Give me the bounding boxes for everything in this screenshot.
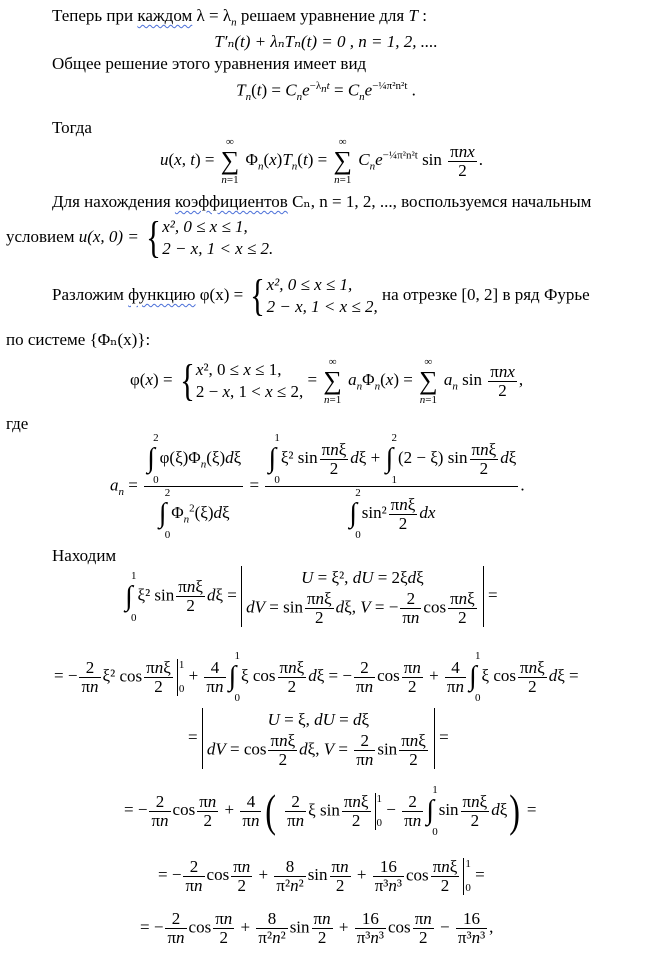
equation-parts-2: = U = ξ, dU = dξ dV = cos $\frac{\text{πnξ}}{2}$ dξ, V = $\frac{2}{\pi n}$ sin $\frac{\text{πnξ}}{2}$ =: [188, 710, 449, 769]
text-line-1: [52, 6, 427, 32]
text-fragment: на отрезке [0, 2] в ряд Фурье: [381, 284, 590, 304]
text-line-3: [52, 54, 366, 74]
spellcheck-word: каждом: [137, 6, 193, 25]
text-fragment: T: [408, 6, 418, 25]
text-line-12: [6, 414, 28, 434]
case-line: 2 − x, 1 < x ≤ 2,: [266, 297, 378, 316]
equation-u-series: u(x, t) = ∞ ∑ n=1 $\Phi_n(x)T_n(t)$ = ∞ ∑ n=1 $C_ne^{-\frac{1}{4}\pi^2n^2t}$ sin $\frac{\text{πnx}}{2}$ .: [160, 136, 484, 186]
equation-line-16: = − $\frac{2}{\pi n}$ ξ² cos $\frac{\text{πnξ}}{2}$ 1 0 + $\frac{4}{\pi n}$ 1 ∫ 0 ξ cos $\frac{\text{πnξ}}{2}$ dξ = − $\frac{2}{\pi n}$ cos $\frac{\pi n}{2}$ + $\frac{4}{\pi n}$ 1 ∫ 0 ξ cos $\frac{\text{πnξ}}{2}$ dξ =: [54, 650, 579, 704]
case-line: x², 0 ≤ x ≤ 1,: [162, 217, 248, 236]
spellcheck-word: функцию: [128, 284, 196, 304]
equation-phi-expansion: φ(x) = {x², 0 ≤ x ≤ 1, 2 − x, 1 < x ≤ 2, = ∞ ∑ n=1 $a_n\Phi_n(x)$ = ∞ ∑ n=1 $a_n$ sin $\frac{\text{πnx}}{2}$ ,: [130, 356, 524, 406]
text-line-9: Разложим функцию φ(x) = {x², 0 ≤ x ≤ 1, 2 − x, 1 < x ≤ 2, на отрезке [0, 2] в ряд Фурье: [52, 271, 590, 320]
equation-line-20: = − $\frac{2}{\pi n}$ cos $\frac{\pi n}{2}$ + $\frac{8}{\text{π²n²}}$ sin $\frac{\pi n}{2}$ + $\frac{16}{\text{π³n³}}$ cos $\frac{\pi n}{2}$ − $\frac{16}{\text{π³n³}}$ ,: [140, 909, 494, 947]
text-fragment: по системе {Φₙ(x)}:: [6, 330, 151, 349]
text-fragment: Разложим: [52, 284, 129, 304]
equation-text: T′ₙ(t) + λₙTₙ(t) = 0 , n = 1, 2, ....: [214, 32, 438, 51]
text-fragment: Теперь при: [52, 6, 138, 25]
text-fragment: u(x, 0) =: [78, 226, 139, 246]
equation-initial-condition: условием u(x, 0) = {x², 0 ≤ x ≤ 1, 2 − x, 1 < x ≤ 2.: [6, 213, 274, 262]
text-fragment: Находим: [52, 546, 117, 565]
text-fragment: φ(x) =: [195, 284, 244, 304]
equation-line-19: = − $\frac{2}{\pi n}$ cos $\frac{\pi n}{2}$ + $\frac{8}{\text{π²n²}}$ sin $\frac{\pi n}{2}$ + $\frac{16}{\text{π³n³}}$ cos $\frac{\text{πnξ}}{2}$ 1 0 =: [158, 856, 485, 895]
text-fragment: условием: [6, 226, 79, 246]
text-line-10: [6, 330, 150, 350]
case-line: 2 − x, 1 < x ≤ 2.: [162, 239, 274, 258]
text-fragment: Для нахождения: [52, 192, 175, 211]
equation-an-formula: $a_n$ = 2 ∫ 0 $\varphi(\xi)\Phi_n(\xi)d\xi$ 2 ∫ 0 $\Phi_n^2(\xi)d\xi$ = 1 ∫ 0 ξ² sin $\frac{\text{πnξ}}{2}$ dξ + 2 ∫ 1 (2 − ξ) sin $\frac{\text{πnξ}}{2}$ dξ 2 ∫ 0 sin² $\frac{\text{πnξ}}{2}$ dx .: [110, 432, 525, 541]
equation-line-18: = − $\frac{2}{\pi n}$ cos $\frac{\pi n}{2}$ + $\frac{4}{\pi n}$ ( $\frac{2}{\pi n}$ ξ sin $\frac{\text{πnξ}}{2}$ 1 0 − $\frac{2}{\pi n}$ 1 ∫ 0 sin $\frac{\text{πnξ}}{2}$ dξ) =: [124, 784, 537, 838]
text-fragment: решаем уравнение для: [236, 6, 409, 25]
text-line-7: [52, 192, 591, 212]
text-fragment: λ = λ: [192, 6, 232, 25]
text-fragment: Cₙ, n = 1, 2, ..., воспользуемся начальным: [287, 192, 592, 211]
text-fragment: :: [417, 6, 427, 25]
equation-parts-1: 1 ∫ 0 ξ² sin $\frac{\text{πnξ}}{2}$ dξ = U = ξ², dU = 2ξdξ dV = sin $\frac{\text{πnξ}}{2}$ dξ, V = − $\frac{2}{\pi n}$ cos $\frac{\text{πnξ}}{2}$ =: [125, 568, 498, 627]
spellcheck-word: коэффициентов: [174, 192, 288, 211]
text-fragment: где: [6, 414, 29, 433]
equation-t-ode: [0, 32, 652, 52]
text-line-14: [52, 546, 116, 566]
text-line-5: [52, 118, 92, 138]
text-fragment: Общее решение этого уравнения имеет вид: [52, 54, 367, 73]
equation-general-solution: $T_n(t) = C_ne^{-\lambda_nt} = C_ne^{-\frac{1}{4}\pi^2n^2t}$ .: [236, 80, 416, 104]
text-fragment: Тогда: [52, 118, 92, 137]
case-line: x², 0 ≤ x ≤ 1,: [266, 275, 353, 294]
text-fragment: n: [231, 16, 237, 29]
